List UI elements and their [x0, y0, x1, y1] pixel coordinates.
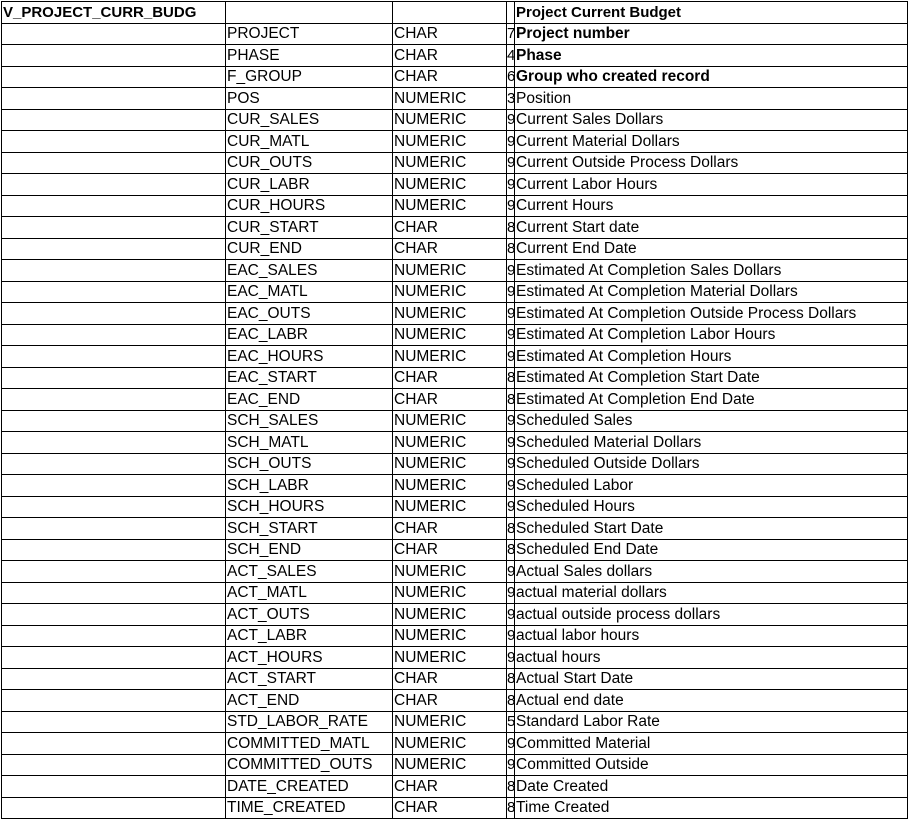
row-blank-cell[interactable]: [2, 690, 226, 712]
table-description[interactable]: Project Current Budget: [515, 2, 908, 24]
field-length-cell[interactable]: 8: [507, 238, 515, 260]
field-length-cell[interactable]: 9: [507, 324, 515, 346]
field-name-cell[interactable]: SCH_OUTS: [226, 453, 393, 475]
field-type-cell[interactable]: NUMERIC: [393, 324, 507, 346]
field-type-cell[interactable]: NUMERIC: [393, 475, 507, 497]
field-type-cell[interactable]: NUMERIC: [393, 561, 507, 583]
field-description-cell[interactable]: Current Labor Hours: [515, 174, 908, 196]
table-row: [2, 496, 908, 518]
field-name-cell[interactable]: ACT_HOURS: [226, 647, 393, 669]
row-blank-cell[interactable]: [2, 66, 226, 88]
row-blank-cell[interactable]: [2, 539, 226, 561]
field-description-cell[interactable]: Current Sales Dollars: [515, 109, 908, 131]
field-name-cell[interactable]: F_GROUP: [226, 66, 393, 88]
field-name-cell[interactable]: SCH_SALES: [226, 410, 393, 432]
row-blank-cell[interactable]: [2, 432, 226, 454]
row-blank-cell[interactable]: [2, 23, 226, 45]
field-type-cell[interactable]: CHAR: [393, 238, 507, 260]
field-name-cell[interactable]: SCH_HOURS: [226, 496, 393, 518]
field-description-cell[interactable]: actual material dollars: [515, 582, 908, 604]
row-blank-cell[interactable]: [2, 797, 226, 819]
field-name-cell[interactable]: POS: [226, 88, 393, 110]
table-row: [2, 668, 908, 690]
row-blank-cell[interactable]: [2, 733, 226, 755]
table-row: [2, 432, 908, 454]
field-length-cell[interactable]: 8: [507, 389, 515, 411]
field-description-cell[interactable]: actual labor hours: [515, 625, 908, 647]
table-row: [2, 303, 908, 325]
field-type-cell[interactable]: NUMERIC: [393, 260, 507, 282]
field-name-cell[interactable]: EAC_LABR: [226, 324, 393, 346]
row-blank-cell[interactable]: [2, 518, 226, 540]
field-name-cell[interactable]: EAC_END: [226, 389, 393, 411]
field-type-cell[interactable]: NUMERIC: [393, 733, 507, 755]
table-row: [2, 475, 908, 497]
table-row: [2, 754, 908, 776]
field-length-cell[interactable]: 8: [507, 690, 515, 712]
field-name-cell[interactable]: COMMITTED_MATL: [226, 733, 393, 755]
table-row: [2, 410, 908, 432]
table-row: [2, 88, 908, 110]
field-length-cell[interactable]: 7: [507, 23, 515, 45]
table-row: [2, 518, 908, 540]
row-blank-cell[interactable]: [2, 625, 226, 647]
field-description-cell[interactable]: Standard Labor Rate: [515, 711, 908, 733]
table-title[interactable]: V_PROJECT_CURR_BUDG: [2, 2, 226, 24]
field-type-cell[interactable]: NUMERIC: [393, 647, 507, 669]
table-row: [2, 604, 908, 626]
field-type-cell[interactable]: CHAR: [393, 797, 507, 819]
table-row: [2, 174, 908, 196]
table-row: [2, 733, 908, 755]
row-blank-cell[interactable]: [2, 174, 226, 196]
field-type-cell[interactable]: CHAR: [393, 66, 507, 88]
row-blank-cell[interactable]: [2, 754, 226, 776]
field-name-cell[interactable]: EAC_HOURS: [226, 346, 393, 368]
row-blank-cell[interactable]: [2, 647, 226, 669]
row-blank-cell[interactable]: [2, 496, 226, 518]
field-type-cell[interactable]: CHAR: [393, 367, 507, 389]
table-row: [2, 647, 908, 669]
field-description-cell[interactable]: Scheduled Sales: [515, 410, 908, 432]
table-row: [2, 582, 908, 604]
field-name-cell[interactable]: EAC_SALES: [226, 260, 393, 282]
field-description-cell[interactable]: Current Material Dollars: [515, 131, 908, 153]
field-name-cell[interactable]: STD_LABOR_RATE: [226, 711, 393, 733]
field-type-cell[interactable]: NUMERIC: [393, 432, 507, 454]
field-length-cell[interactable]: 9: [507, 647, 515, 669]
field-length-cell[interactable]: 8: [507, 217, 515, 239]
title-empty-cell[interactable]: [507, 2, 515, 24]
field-spec-table: [1, 1, 908, 819]
field-name-cell[interactable]: ACT_OUTS: [226, 604, 393, 626]
field-type-cell[interactable]: NUMERIC: [393, 174, 507, 196]
field-description-cell[interactable]: Time Created: [515, 797, 908, 819]
field-length-cell[interactable]: 9: [507, 582, 515, 604]
field-type-cell[interactable]: CHAR: [393, 23, 507, 45]
field-name-cell[interactable]: ACT_END: [226, 690, 393, 712]
field-type-cell[interactable]: NUMERIC: [393, 303, 507, 325]
field-description-cell[interactable]: Scheduled Outside Dollars: [515, 453, 908, 475]
table-row: [2, 23, 908, 45]
table-row: [2, 66, 908, 88]
field-type-cell[interactable]: CHAR: [393, 389, 507, 411]
row-blank-cell[interactable]: [2, 131, 226, 153]
field-name-cell[interactable]: TIME_CREATED: [226, 797, 393, 819]
field-type-cell[interactable]: NUMERIC: [393, 711, 507, 733]
table-row: [2, 389, 908, 411]
table-row: [2, 367, 908, 389]
row-blank-cell[interactable]: [2, 604, 226, 626]
field-name-cell[interactable]: ACT_MATL: [226, 582, 393, 604]
field-name-cell[interactable]: DATE_CREATED: [226, 776, 393, 798]
row-blank-cell[interactable]: [2, 152, 226, 174]
field-description-cell[interactable]: Estimated At Completion Outside Process Dollars: [515, 303, 908, 325]
field-description-cell[interactable]: Current Start date: [515, 217, 908, 239]
field-description-cell[interactable]: Estimated At Completion Hours: [515, 346, 908, 368]
field-name-cell[interactable]: PHASE: [226, 45, 393, 67]
table-row: [2, 711, 908, 733]
field-type-cell[interactable]: NUMERIC: [393, 88, 507, 110]
title-empty-cell[interactable]: [393, 2, 507, 24]
row-blank-cell[interactable]: [2, 389, 226, 411]
field-type-cell[interactable]: NUMERIC: [393, 582, 507, 604]
field-length-cell[interactable]: 9: [507, 453, 515, 475]
field-length-cell[interactable]: 8: [507, 776, 515, 798]
row-blank-cell[interactable]: [2, 281, 226, 303]
table-title-row: [2, 2, 908, 24]
field-length-cell[interactable]: 5: [507, 711, 515, 733]
table-row: [2, 260, 908, 282]
field-description-cell[interactable]: Scheduled Labor: [515, 475, 908, 497]
row-blank-cell[interactable]: [2, 453, 226, 475]
field-name-cell[interactable]: CUR_MATL: [226, 131, 393, 153]
field-length-cell[interactable]: 9: [507, 303, 515, 325]
table-row: [2, 195, 908, 217]
field-length-cell[interactable]: 8: [507, 797, 515, 819]
field-description-cell[interactable]: Group who created record: [515, 66, 908, 88]
field-length-cell[interactable]: 9: [507, 496, 515, 518]
field-description-cell[interactable]: Position: [515, 88, 908, 110]
field-name-cell[interactable]: CUR_END: [226, 238, 393, 260]
field-type-cell[interactable]: NUMERIC: [393, 754, 507, 776]
row-blank-cell[interactable]: [2, 260, 226, 282]
field-description-cell[interactable]: actual outside process dollars: [515, 604, 908, 626]
field-spec-body: [2, 2, 908, 819]
field-type-cell[interactable]: CHAR: [393, 217, 507, 239]
field-description-cell[interactable]: Estimated At Completion End Date: [515, 389, 908, 411]
row-blank-cell[interactable]: [2, 582, 226, 604]
table-row: [2, 625, 908, 647]
field-description-cell[interactable]: Actual end date: [515, 690, 908, 712]
field-type-cell[interactable]: NUMERIC: [393, 346, 507, 368]
field-name-cell[interactable]: SCH_END: [226, 539, 393, 561]
field-name-cell[interactable]: EAC_OUTS: [226, 303, 393, 325]
field-name-cell[interactable]: CUR_OUTS: [226, 152, 393, 174]
field-name-cell[interactable]: ACT_LABR: [226, 625, 393, 647]
row-blank-cell[interactable]: [2, 711, 226, 733]
field-description-cell[interactable]: Estimated At Completion Labor Hours: [515, 324, 908, 346]
field-length-cell[interactable]: 4: [507, 45, 515, 67]
table-row: [2, 109, 908, 131]
table-row: [2, 776, 908, 798]
field-description-cell[interactable]: Scheduled End Date: [515, 539, 908, 561]
table-row: [2, 453, 908, 475]
field-description-cell[interactable]: Current End Date: [515, 238, 908, 260]
field-type-cell[interactable]: CHAR: [393, 668, 507, 690]
field-description-cell[interactable]: Current Hours: [515, 195, 908, 217]
field-type-cell[interactable]: CHAR: [393, 518, 507, 540]
field-name-cell[interactable]: SCH_MATL: [226, 432, 393, 454]
field-name-cell[interactable]: CUR_START: [226, 217, 393, 239]
table-row: [2, 324, 908, 346]
row-blank-cell[interactable]: [2, 303, 226, 325]
field-name-cell[interactable]: EAC_MATL: [226, 281, 393, 303]
field-type-cell[interactable]: NUMERIC: [393, 496, 507, 518]
table-row: [2, 217, 908, 239]
row-blank-cell[interactable]: [2, 217, 226, 239]
field-length-cell[interactable]: 9: [507, 174, 515, 196]
row-blank-cell[interactable]: [2, 195, 226, 217]
field-length-cell[interactable]: 8: [507, 518, 515, 540]
field-type-cell[interactable]: CHAR: [393, 45, 507, 67]
field-name-cell[interactable]: PROJECT: [226, 23, 393, 45]
table-row: [2, 131, 908, 153]
field-length-cell[interactable]: 9: [507, 754, 515, 776]
table-row: [2, 238, 908, 260]
field-length-cell[interactable]: 9: [507, 733, 515, 755]
field-name-cell[interactable]: ACT_SALES: [226, 561, 393, 583]
field-length-cell[interactable]: 9: [507, 625, 515, 647]
row-blank-cell[interactable]: [2, 238, 226, 260]
field-type-cell[interactable]: NUMERIC: [393, 152, 507, 174]
field-length-cell[interactable]: 9: [507, 410, 515, 432]
field-description-cell[interactable]: Scheduled Start Date: [515, 518, 908, 540]
field-description-cell[interactable]: Date Created: [515, 776, 908, 798]
field-type-cell[interactable]: NUMERIC: [393, 131, 507, 153]
field-type-cell[interactable]: NUMERIC: [393, 195, 507, 217]
field-type-cell[interactable]: NUMERIC: [393, 109, 507, 131]
field-description-cell[interactable]: Committed Material: [515, 733, 908, 755]
field-description-cell[interactable]: Scheduled Hours: [515, 496, 908, 518]
field-type-cell[interactable]: NUMERIC: [393, 410, 507, 432]
field-type-cell[interactable]: NUMERIC: [393, 625, 507, 647]
field-description-cell[interactable]: Actual Sales dollars: [515, 561, 908, 583]
table-row: [2, 561, 908, 583]
row-blank-cell[interactable]: [2, 324, 226, 346]
field-length-cell[interactable]: 9: [507, 152, 515, 174]
field-name-cell[interactable]: EAC_START: [226, 367, 393, 389]
row-blank-cell[interactable]: [2, 367, 226, 389]
field-length-cell[interactable]: 9: [507, 195, 515, 217]
table-row: [2, 152, 908, 174]
title-empty-cell[interactable]: [226, 2, 393, 24]
field-name-cell[interactable]: COMMITTED_OUTS: [226, 754, 393, 776]
row-blank-cell[interactable]: [2, 346, 226, 368]
field-description-cell[interactable]: Project number: [515, 23, 908, 45]
field-type-cell[interactable]: CHAR: [393, 690, 507, 712]
field-length-cell[interactable]: 9: [507, 604, 515, 626]
row-blank-cell[interactable]: [2, 88, 226, 110]
field-length-cell[interactable]: 9: [507, 346, 515, 368]
field-type-cell[interactable]: NUMERIC: [393, 604, 507, 626]
field-description-cell[interactable]: Scheduled Material Dollars: [515, 432, 908, 454]
field-length-cell[interactable]: 9: [507, 432, 515, 454]
field-length-cell[interactable]: 8: [507, 539, 515, 561]
field-length-cell[interactable]: 8: [507, 367, 515, 389]
field-length-cell[interactable]: 9: [507, 561, 515, 583]
field-description-cell[interactable]: Phase: [515, 45, 908, 67]
table-row: [2, 45, 908, 67]
field-length-cell[interactable]: 9: [507, 109, 515, 131]
field-description-cell[interactable]: Estimated At Completion Material Dollars: [515, 281, 908, 303]
row-blank-cell[interactable]: [2, 475, 226, 497]
field-length-cell[interactable]: 9: [507, 281, 515, 303]
table-row: [2, 346, 908, 368]
field-description-cell[interactable]: Estimated At Completion Start Date: [515, 367, 908, 389]
field-name-cell[interactable]: CUR_LABR: [226, 174, 393, 196]
row-blank-cell[interactable]: [2, 410, 226, 432]
field-length-cell[interactable]: 8: [507, 668, 515, 690]
field-name-cell[interactable]: ACT_START: [226, 668, 393, 690]
field-name-cell[interactable]: SCH_LABR: [226, 475, 393, 497]
field-description-cell[interactable]: actual hours: [515, 647, 908, 669]
field-length-cell[interactable]: 9: [507, 260, 515, 282]
field-name-cell[interactable]: SCH_START: [226, 518, 393, 540]
row-blank-cell[interactable]: [2, 776, 226, 798]
field-length-cell[interactable]: 6: [507, 66, 515, 88]
field-name-cell[interactable]: CUR_SALES: [226, 109, 393, 131]
field-name-cell[interactable]: CUR_HOURS: [226, 195, 393, 217]
table-row: [2, 539, 908, 561]
field-description-cell[interactable]: Current Outside Process Dollars: [515, 152, 908, 174]
row-blank-cell[interactable]: [2, 561, 226, 583]
field-description-cell[interactable]: Estimated At Completion Sales Dollars: [515, 260, 908, 282]
field-type-cell[interactable]: CHAR: [393, 776, 507, 798]
field-description-cell[interactable]: Actual Start Date: [515, 668, 908, 690]
field-type-cell[interactable]: CHAR: [393, 539, 507, 561]
field-type-cell[interactable]: NUMERIC: [393, 281, 507, 303]
field-type-cell[interactable]: NUMERIC: [393, 453, 507, 475]
row-blank-cell[interactable]: [2, 109, 226, 131]
field-description-cell[interactable]: Committed Outside: [515, 754, 908, 776]
table-row: [2, 797, 908, 819]
row-blank-cell[interactable]: [2, 668, 226, 690]
table-row: [2, 690, 908, 712]
field-length-cell[interactable]: 9: [507, 475, 515, 497]
field-length-cell[interactable]: 3: [507, 88, 515, 110]
row-blank-cell[interactable]: [2, 45, 226, 67]
table-row: [2, 281, 908, 303]
field-length-cell[interactable]: 9: [507, 131, 515, 153]
